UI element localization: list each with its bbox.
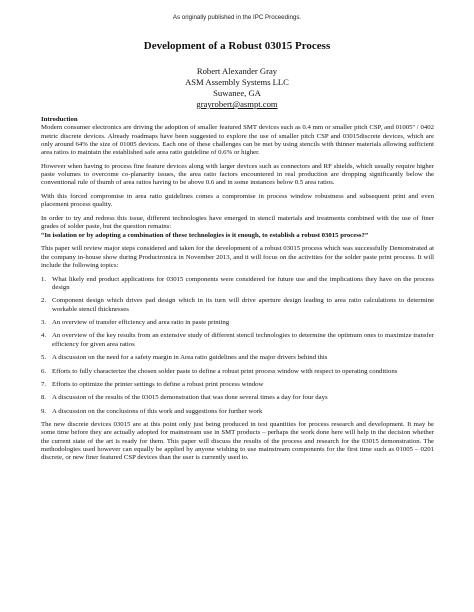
topic-number: 3. — [41, 319, 47, 327]
paragraph-6: The new discrete devices 03015 are at this point only just being produced in test quantities for process research and development. It may be some time before they are actually adopted for mainstream use in SMT products – perhaps the work done here will help in the decision whether the current state of the art is ready for them. This paper will discuss the results of the process and research for the 03015 demonstration. The methodologies used however can equally be applied by anyone wishing to use mainstream components for the first time such as 01005 – 0201 discrete, or new finer featured CSP devices than the user is currently used to. — [41, 421, 434, 462]
topic-text: A discussion on the need for a safety margin in Area ratio guidelines and the major drivers behind this — [52, 354, 328, 362]
topic-text: An overview of the key results from an extensive study of different stencil technologies to determine the optimum ones to maximize transfer efficiency for given area ratios — [52, 332, 434, 348]
topic-text: Efforts to optimize the printer settings to define a robust print process window — [52, 380, 264, 388]
topic-text: A discussion on the conclusions of this work and suggestions for further work — [52, 407, 263, 415]
author-email-link[interactable]: grayrobert@asmpt.com — [196, 99, 278, 109]
topic-text: Component design which drives pad design which in its turn will drive aperture design leading to area ratio calculations to determine workable stencil thicknesses — [52, 297, 434, 313]
author-location: Suwanee, GA — [213, 88, 261, 98]
topic-number: 7. — [41, 380, 47, 388]
author-organization: ASM Assembly Systems LLC — [185, 77, 289, 87]
topic-number: 9. — [41, 407, 47, 415]
topic-text: What likely end product applications for 03015 components were considered for future use and the implications they have on the process design — [52, 275, 434, 291]
author-block — [0, 66, 474, 110]
topic-text: Efforts to fully characterize the chosen solder paste to define a robust print process window with respect to operating conditions — [52, 367, 398, 375]
topic-item — [41, 276, 434, 293]
topic-item — [41, 368, 434, 376]
publication-note: As originally published in the IPC Proceedings. — [172, 14, 302, 21]
topic-number: 1. — [41, 275, 47, 283]
paragraph-2: However when having to process fine feature devices along with larger devices such as connectors and RF shields, which usually require higher paste volumes to overcome co-planarity issues, the area ratio factors encountered in real production are dropping significantly below the conventional rule of thumb of area ratios having to be above 0.6 and in some instances below 0.5 area ratios. — [41, 162, 434, 187]
topic-item — [41, 394, 434, 402]
topic-number: 5. — [41, 354, 47, 362]
topic-item — [41, 408, 434, 416]
topic-number: 2. — [41, 297, 47, 305]
section-heading-introduction: Introduction — [41, 116, 78, 123]
topic-text: A discussion of the results of the 03015 demonstration that was done several times a day for four days — [52, 394, 328, 402]
topic-item — [41, 354, 434, 362]
topic-number: 4. — [41, 332, 47, 340]
topic-number: 8. — [41, 394, 47, 402]
paragraph-5: This paper will review major steps considered and taken for the development of a robust 03015 process which was successfully Demonstrated at the company in-house show during Productronica in November 2013, and it will focus on the activities for the solder paste print process. It will include the following topics: — [41, 245, 434, 270]
topic-item — [41, 319, 434, 327]
research-question: “In isolation or by adopting a combination of these technologies is it enough, to establish a robust 03015 process?” — [41, 231, 369, 239]
topics-list — [41, 276, 434, 416]
topic-text: An overview of transfer efficiency and area ratio in paste printing — [52, 319, 230, 327]
author-name: Robert Alexander Gray — [196, 66, 278, 76]
topic-item — [41, 332, 434, 349]
paragraph-4-text: In order to try and redress this issue, different technologies have emerged in stencil materials and treatments combined with the use of finer grades of solder paste, but the question remains: — [41, 215, 434, 231]
topic-number: 6. — [41, 367, 47, 375]
paragraph-1: Modern consumer electronics are driving the adoption of smaller featured SMT devices such as 0.4 mm or smaller pitch CSP, and 01005'' / 0402 metric discrete devices. Already roadmaps have been suggested to explore the use of smaller pitch CSP and 03015discrete devices, which are only around 64% the size of 01005 devices. Each one of these challenges can be met by using stencils with thinner materials allowing sufficient area ratios to maintain the established safe area ratio guideline of 0.6% or higher. — [41, 124, 434, 157]
topic-item — [41, 297, 434, 314]
paragraph-3: With this forced compromise in area ratio guidelines comes a compromise in process window robustness and subsequent print and even placement process quality. — [41, 193, 434, 209]
paragraph-4 — [41, 215, 434, 240]
topic-item — [41, 381, 434, 389]
paper-body — [41, 116, 434, 468]
paper-title: Development of a Robust 03015 Process — [143, 40, 331, 52]
